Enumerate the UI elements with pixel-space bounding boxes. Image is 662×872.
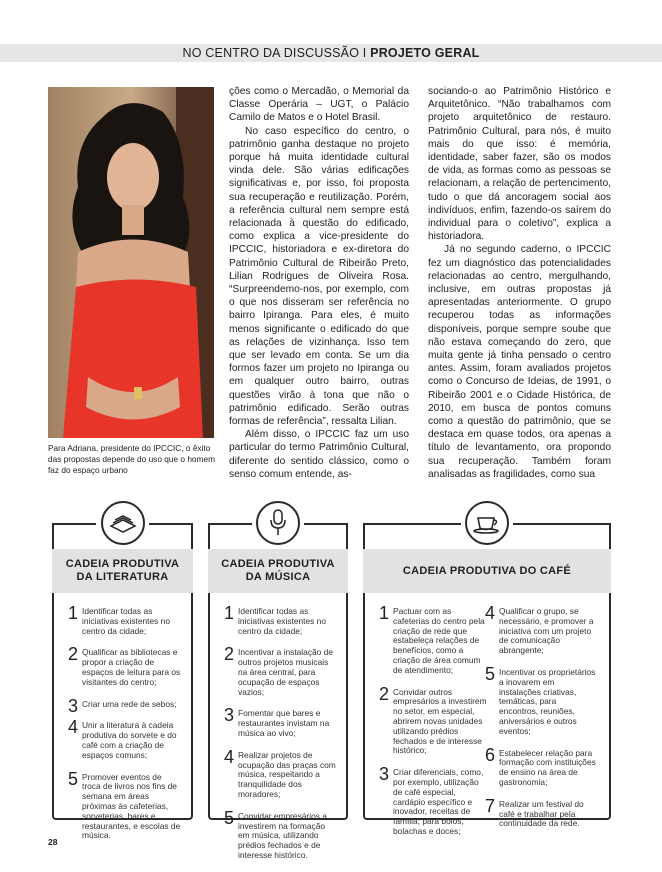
- box-items: [224, 603, 336, 872]
- article-column-1: [229, 85, 409, 481]
- list-item: 5 Incentivar os proprietários a inovarem em instalações criativas, temáticas, para encontros, reuniões, aniversários e outros eventos;: [485, 663, 596, 736]
- list-item: 7 Realizar um festival do café e trabalhar pela continuidade da rede.: [485, 795, 584, 829]
- page-number: 28: [48, 837, 58, 847]
- list-item: 3 Criar diferenciais, como, por exemplo, utilização de café especial, cardápio específico e inovador, receitas de família; para bolos, bolachas e doces;: [379, 764, 484, 836]
- list-item: 2 Convidar outros empresários a investirem no setor, em especial, abrirem novas unidades utilizando prédios fechados e de interesse histórico;: [379, 683, 487, 756]
- microphone-icon: [256, 501, 300, 545]
- list-item: 3 Criar uma rede de sebos;: [68, 695, 177, 716]
- section-name: NO CENTRO DA DISCUSSÃO I: [182, 46, 367, 60]
- box-items-right: [485, 599, 597, 841]
- list-item: 6 Estabelecer relação para formação com instituições de ensino na área de gastronomia;: [485, 744, 596, 787]
- section-header: [0, 46, 662, 60]
- portrait-illustration: [48, 87, 214, 438]
- portrait-photo: [48, 87, 214, 438]
- photo-caption: Para Adriana, presidente do IPCCIC, o êxito das propostas depende do uso que o homem faz do espaço urbano: [48, 443, 215, 475]
- list-item: 4 Realizar projetos de ocupação das praças com música, respeitando a tranquilidade dos moradores;: [224, 746, 336, 799]
- box-items: [68, 603, 181, 853]
- list-item: 1 Identificar todas as iniciativas existentes no centro da cidade;: [224, 603, 326, 636]
- list-item: 4 Unir a literatura à cadeia produtiva do sorvete e do café com a criação de espaços comuns;: [68, 717, 177, 760]
- coffee-cup-icon: [465, 501, 509, 545]
- list-item: 3 Fomentar que bares e restaurantes invistam na música ao vivo;: [224, 705, 330, 738]
- list-item: 4 Qualificar o grupo, se necessário, e promover a iniciativa com um projeto de comunicação abrangente;: [485, 603, 594, 656]
- box-items-left: [379, 599, 487, 849]
- list-item: 2 Incentivar a instalação de outros projetos musicais na área central, para ocupação de espaços vazios;: [224, 644, 333, 697]
- section-title: PROJETO GERAL: [370, 46, 480, 60]
- paragraph: Além disso, o IPCCIC faz um uso particular do termo Patrimônio Cultural, diferente do sentido clássico, como o senso comum entende, as-: [229, 429, 409, 480]
- box-title: CADEIA PRODUTIVA DO CAFÉ: [363, 549, 611, 593]
- box-title: CADEIA PRODUTIVA DA LITERATURA: [52, 549, 193, 593]
- paragraph: sociando-o ao Patrimônio Histórico e Arquitetônico. “Não trabalhamos com projeto arquitetônico de restauro. Patrimônio Cultural, para nós, é muito mais do que isso: é memória, identidade, saber fazer, são os modos de vida, as formas como as pessoas se relacionam, a relação de pertencimento, tudo o que dá ancoragem social aos indivíduos, enfim, fazendo-os saírem do individual para o coletivo”, explica a historiadora.: [428, 86, 611, 243]
- list-item: 1 Identificar todas as iniciativas existentes no centro da cidade;: [68, 603, 170, 636]
- paragraph: Já no segundo caderno, o IPCCIC fez um diagnóstico das potencialidades relacionadas ao centro, mergulhando, inclusive, em outras propostas já apresentadas anteriormente. O grupo recuperou todas as informações disponíveis, porque sempre soube que não estava começando do zero, que muita gente já tinha pensado o centro antes. Assim, foram avaliados projetos como o Concurso de Ideias, de 1991, o Ribeirão 2001 e o Cidade Histórica, de 2010, em busca de pontos comuns como a questão do patrimônio, que se destaca em quase todos, ora apenas a título de levantamento, ora propondo sua recuperação. Também foram analisadas as fragilidades, como sua: [428, 244, 611, 480]
- box-title: CADEIA PRODUTIVA DA MÚSICA: [208, 549, 348, 593]
- paragraph: No caso específico do centro, o patrimônio ganha destaque no projeto porque há muita identidade cultural vinda dele. São várias edificações significativas e, por isso, foi proposta sua recuperação e reutilização. Porém, a referência cultural nem sempre está relacionada à questão do edificado, como explica a vice-presidente do IPCCIC, historiadora e ex-diretora do Patrimônio Cultural de Ribeirão Preto, Lilian Rodrigues de Oliveira Rosa. “Surpreendemo-nos, por exemplo, com o que nos disseram ser referência no bairro Ipiranga. Para eles, é muito menos significante o edificado do que as relações de vizinhança. Isso tem que ser levado em conta. Se um dia formos fazer um projeto no Ipiranga ou em qualquer outro bairro, outras questões virão à tona que não o patrimônio edificado. Serão outras formas de referência”, ressalta Lilian.: [229, 125, 409, 428]
- list-item: 5 Convidar empresários a investirem na formação em música, utilizando prédios fechados e de interesse histórico.: [224, 807, 327, 860]
- musica-box: [208, 523, 348, 860]
- literatura-box: [52, 523, 193, 841]
- list-item: 1 Pactuar com as cafeterias do centro pela criação de rede que estabeleça relações de benefícios, como a criação de área comum de atendimento;: [379, 603, 485, 675]
- list-item: 5 Promover eventos de troca de livros nos fins de semana em áreas próximas às cafeterias, sorveterias, bares e restaurantes, e escolas de música.: [68, 768, 181, 841]
- cafe-box: [363, 523, 611, 836]
- article-column-2: [428, 85, 611, 481]
- list-item: 2 Qualificar as bibliotecas e propor a criação de espaços de leitura para os visitantes do centro;: [68, 644, 181, 687]
- paragraph: ções como o Mercadão, o Memorial da Classe Operária – UGT, o Palácio Camilo de Matos e o Hotel Brasil.: [229, 86, 409, 124]
- books-icon: [101, 501, 145, 545]
